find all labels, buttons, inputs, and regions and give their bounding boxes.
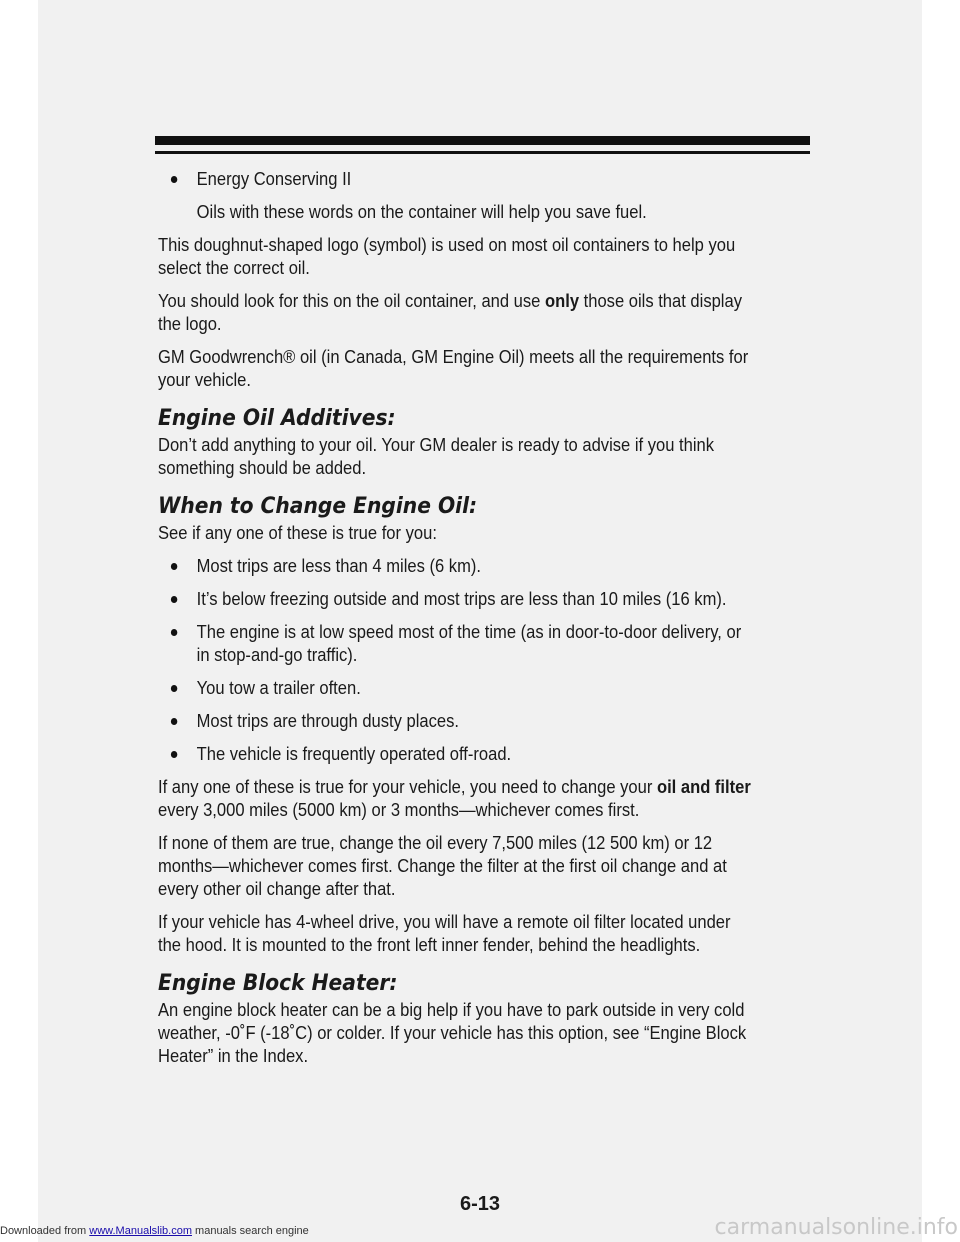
text-segment: those oils that display the logo.: [158, 291, 742, 334]
bullet-dot: [171, 176, 177, 183]
condition-item: [158, 743, 756, 766]
bullet-text: Energy Conserving II: [196, 169, 352, 189]
footer-suffix: manuals search engine: [191, 1225, 309, 1237]
condition-text: Most trips are less than 4 miles (6 km).: [196, 556, 482, 576]
page-number: 6-13: [459, 1193, 501, 1215]
paragraph-block-heater: An engine block heater can be a big help if you have to park outside in very cold weather, -0˚F (-18˚C) or colder. If your vehicle has this option, see “Engine Block Heater” in the Index.: [158, 1000, 747, 1066]
paragraph-see-if: See if any one of these is true for you:: [158, 523, 437, 543]
condition-item: [158, 677, 756, 700]
condition-text: You tow a trailer often.: [196, 678, 361, 698]
bullet-dot: [171, 563, 177, 570]
watermark: carmanualsonline.info: [714, 1215, 958, 1240]
paragraph-if-none: If none of them are true, change the oil every 7,500 miles (12 500 km) or 12 months—whichever comes first. Change the filter at the first oil change and at every other oil change after that.: [158, 833, 727, 899]
condition-item: [158, 621, 756, 667]
bullet-dot: [171, 685, 177, 692]
bullet-dot: [171, 751, 177, 758]
paragraph-4wd: If your vehicle has 4-wheel drive, you will have a remote oil filter located under the hood. It is mounted to the front left inner fender, behind the headlights.: [158, 912, 731, 955]
paragraph-look-for-logo: [158, 290, 756, 336]
text-segment: You should look for this on the oil container, and use: [158, 291, 545, 311]
bullet-dot: [171, 718, 177, 725]
bullet-dot: [171, 596, 177, 603]
condition-item: [158, 588, 756, 611]
bullet-energy-conserving: [158, 168, 756, 191]
condition-text: The vehicle is frequently operated off-road.: [196, 744, 512, 764]
paragraph-logo: This doughnut-shaped logo (symbol) is used on most oil containers to help you select the correct oil.: [158, 235, 736, 278]
text-segment: every 3,000 miles (5000 km) or 3 months—whichever comes first.: [158, 800, 640, 820]
manualslib-link[interactable]: www.Manualslib.com: [89, 1225, 192, 1237]
paragraph-goodwrench: GM Goodwrench® oil (in Canada, GM Engine Oil) meets all the requirements for your vehicle.: [158, 347, 749, 390]
paragraph-if-any: [158, 776, 756, 822]
energy-note: Oils with these words on the container will help you save fuel.: [196, 202, 647, 222]
heading-block-heater: Engine Block Heater:: [158, 971, 398, 996]
header-rule-thick: [155, 136, 810, 145]
condition-text: The engine is at low speed most of the time (as in door-to-door delivery, or in stop-and-go traffic).: [196, 622, 742, 665]
bold-oil-and-filter: oil and filter: [656, 777, 751, 797]
paragraph-additives: Don’t add anything to your oil. Your GM dealer is ready to advise if you think something should be added.: [158, 435, 715, 478]
bold-only: only: [544, 291, 580, 311]
condition-item: [158, 710, 756, 733]
condition-item: [158, 555, 756, 578]
footer-prefix: Downloaded from: [0, 1225, 90, 1237]
header-rule-thin: [155, 151, 810, 154]
heading-when-to-change: When to Change Engine Oil:: [158, 494, 478, 519]
download-footer: [0, 1224, 309, 1238]
condition-text: Most trips are through dusty places.: [196, 711, 459, 731]
text-segment: If any one of these is true for your vehicle, you need to change your: [158, 777, 657, 797]
page-content: [158, 168, 756, 1078]
heading-oil-additives: Engine Oil Additives:: [158, 406, 396, 431]
bullet-dot: [171, 629, 177, 636]
condition-text: It’s below freezing outside and most trips are less than 10 miles (16 km).: [196, 589, 727, 609]
